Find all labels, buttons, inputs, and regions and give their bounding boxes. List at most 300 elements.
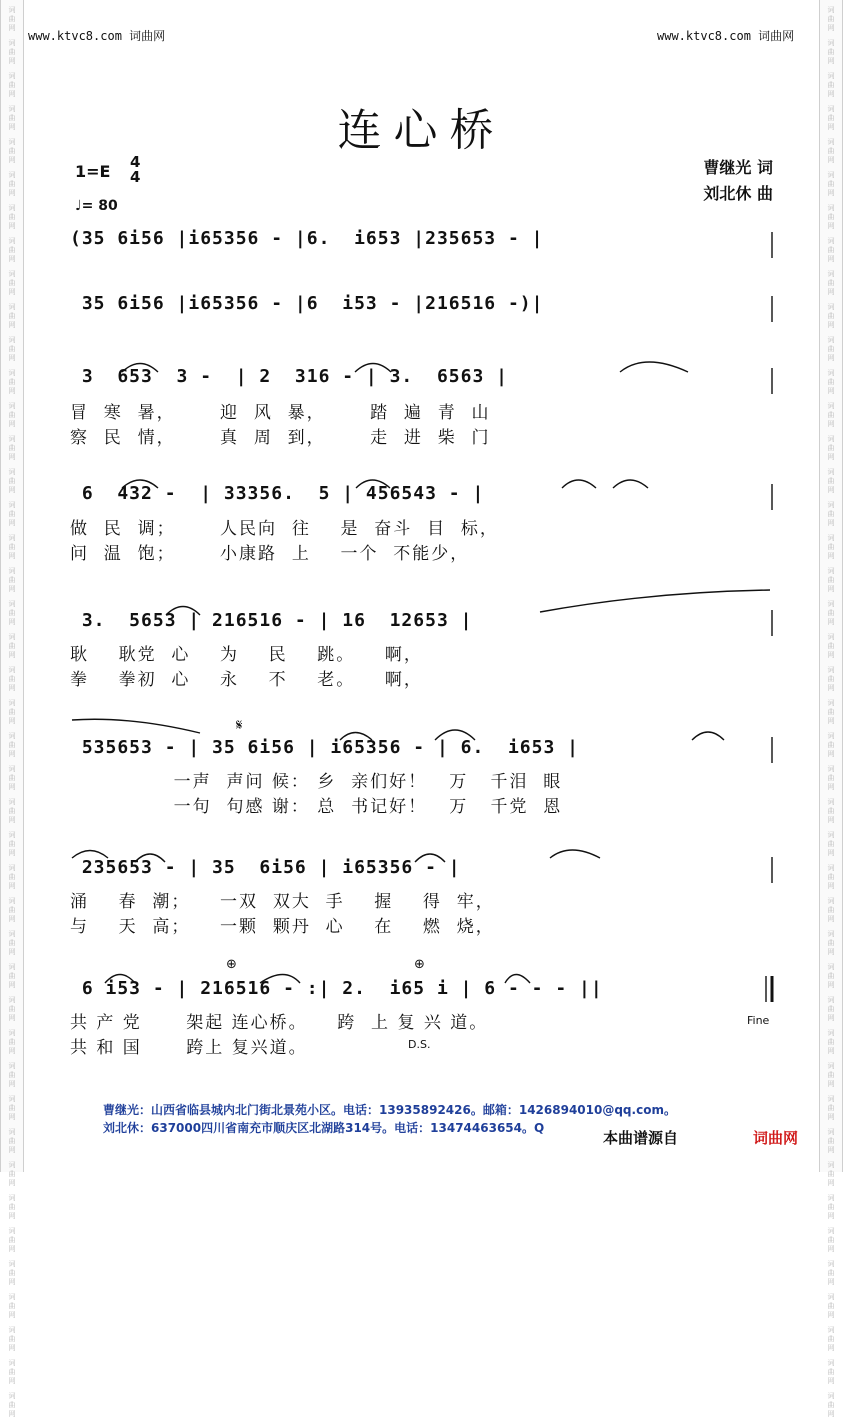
watermark-glyph: 网: [827, 750, 835, 758]
watermark-glyph: 词: [8, 39, 16, 47]
watermark-glyph: 网: [8, 453, 16, 461]
watermark-glyph: 网: [827, 552, 835, 560]
lyric-row-7-verse-1: 涌 春 潮； 一双 双大 手 握 得 牢，: [70, 892, 495, 912]
watermark-glyph: 网: [827, 57, 835, 65]
watermark-glyph: 曲: [8, 246, 16, 254]
watermark-glyph: 词: [8, 600, 16, 608]
coda-sign-icon-2: ⊕: [414, 957, 425, 972]
watermark-glyph: 网: [827, 1377, 835, 1385]
watermark-glyph: 曲: [827, 345, 835, 353]
watermark-glyph: 网: [827, 981, 835, 989]
watermark-glyph: 词: [827, 138, 835, 146]
watermark-glyph: 网: [8, 90, 16, 98]
fine-marking: Fine: [747, 1014, 770, 1027]
score-row-6-notes: 535653 - | 35 6i56 | i65356 - | 6. i653 |: [70, 737, 579, 758]
watermark-glyph: 曲: [8, 576, 16, 584]
watermark-glyph: 网: [827, 453, 835, 461]
watermark-glyph: 曲: [827, 444, 835, 452]
watermark-glyph: 词: [827, 699, 835, 707]
watermark-glyph: 曲: [8, 312, 16, 320]
watermark-glyph: 曲: [8, 411, 16, 419]
watermark-glyph: 词: [827, 1194, 835, 1202]
watermark-glyph: 网: [827, 915, 835, 923]
watermark-glyph: 曲: [827, 609, 835, 617]
watermark-glyph: 曲: [827, 972, 835, 980]
score-row-3-notes: 3 653 3 - | 2 316 - | 3. 6563 |: [70, 366, 508, 387]
watermark-glyph: 词: [827, 798, 835, 806]
watermark-glyph: 网: [8, 519, 16, 527]
watermark-glyph: 网: [8, 1344, 16, 1352]
watermark-glyph: 曲: [827, 114, 835, 122]
watermark-glyph: 词: [827, 864, 835, 872]
watermark-glyph: 曲: [827, 774, 835, 782]
watermark-glyph: 网: [827, 1278, 835, 1286]
watermark-glyph: 曲: [8, 1302, 16, 1310]
watermark-glyph: 词: [8, 567, 16, 575]
watermark-glyph: 词: [8, 963, 16, 971]
watermark-glyph: 曲: [827, 543, 835, 551]
watermark-glyph: 网: [8, 123, 16, 131]
watermark-glyph: 曲: [8, 1236, 16, 1244]
watermark-glyph: 词: [8, 798, 16, 806]
tempo-marking: ♩= 80: [75, 198, 118, 214]
watermark-glyph: 词: [8, 270, 16, 278]
watermark-glyph: 词: [8, 369, 16, 377]
watermark-glyph: 曲: [8, 1038, 16, 1046]
watermark-glyph: 词: [827, 930, 835, 938]
watermark-glyph: 词: [8, 435, 16, 443]
watermark-glyph: 曲: [8, 48, 16, 56]
watermark-glyph: 曲: [827, 906, 835, 914]
watermark-glyph: 词: [8, 138, 16, 146]
watermark-glyph: 网: [827, 882, 835, 890]
watermark-glyph: 词: [827, 534, 835, 542]
watermark-glyph: 网: [8, 156, 16, 164]
watermark-glyph: 网: [827, 717, 835, 725]
watermark-glyph: 曲: [827, 246, 835, 254]
watermark-glyph: 网: [827, 288, 835, 296]
watermark-glyph: 词: [827, 6, 835, 14]
watermark-glyph: 词: [8, 633, 16, 641]
watermark-glyph: 网: [827, 816, 835, 824]
watermark-glyph: 曲: [827, 15, 835, 23]
watermark-glyph: 网: [8, 1377, 16, 1385]
watermark-glyph: 网: [8, 849, 16, 857]
tie-arc: [72, 719, 200, 733]
watermark-glyph: 曲: [827, 180, 835, 188]
score-row-7-notes: 235653 - | 35 6i56 | i65356 - |: [70, 857, 461, 878]
score-row-8-notes: 6 i53 - | 216516 - :| 2. i65 i | 6 - - - ||: [70, 978, 603, 999]
tie-arc: [613, 480, 648, 488]
watermark-glyph: 网: [827, 684, 835, 692]
watermark-glyph: 曲: [8, 972, 16, 980]
watermark-glyph: 网: [8, 915, 16, 923]
watermark-glyph: 词: [8, 897, 16, 905]
watermark-glyph: 网: [827, 486, 835, 494]
watermark-glyph: 曲: [827, 312, 835, 320]
watermark-glyph: 网: [8, 1080, 16, 1088]
watermark-glyph: 曲: [8, 81, 16, 89]
watermark-glyph: 曲: [8, 477, 16, 485]
watermark-glyph: 词: [8, 930, 16, 938]
credits: [703, 155, 773, 207]
watermark-glyph: 曲: [827, 1335, 835, 1343]
left-watermark-strip: [0, 0, 24, 1418]
watermark-glyph: 网: [827, 1344, 835, 1352]
watermark-glyph: 网: [827, 1311, 835, 1319]
lyric-row-3-verse-1: 冒 寒 暑， 迎 风 暴， 踏 遍 青 山: [70, 403, 491, 423]
watermark-glyph: 曲: [827, 279, 835, 287]
watermark-glyph: 曲: [8, 939, 16, 947]
watermark-glyph: 词: [8, 1128, 16, 1136]
watermark-glyph: 网: [8, 750, 16, 758]
watermark-glyph: 网: [827, 1245, 835, 1253]
key-signature: 1=E: [75, 162, 111, 181]
score-row-4-notes: 6 432 - | 33356. 5 | 456543 - |: [70, 483, 485, 504]
watermark-glyph: 网: [8, 321, 16, 329]
watermark-glyph: 网: [8, 57, 16, 65]
watermark-glyph: 词: [8, 1227, 16, 1235]
watermark-glyph: 曲: [827, 840, 835, 848]
watermark-glyph: 曲: [827, 81, 835, 89]
watermark-glyph: 词: [8, 237, 16, 245]
watermark-glyph: 词: [8, 1095, 16, 1103]
lyric-row-8-verse-1: 共 产 党 架起 连心桥。 跨 上 复 兴 道。: [70, 1013, 489, 1033]
lyric-row-8-verse-2: 共 和 国 跨上 复兴道。: [70, 1038, 308, 1058]
watermark-glyph: 网: [8, 354, 16, 362]
watermark-glyph: 网: [8, 1278, 16, 1286]
watermark-glyph: 词: [827, 633, 835, 641]
watermark-glyph: 词: [827, 1260, 835, 1268]
watermark-glyph: 词: [8, 72, 16, 80]
watermark-glyph: 曲: [8, 609, 16, 617]
watermark-glyph: 曲: [8, 642, 16, 650]
source-label: 本曲谱源自: [603, 1129, 679, 1147]
watermark-glyph: 曲: [827, 675, 835, 683]
watermark-glyph: 词: [8, 1392, 16, 1400]
watermark-glyph: 曲: [827, 411, 835, 419]
lyric-row-4-verse-2: 问 温 饱； 小康路 上 一个 不能少，: [70, 544, 470, 564]
watermark-glyph: 网: [827, 519, 835, 527]
watermark-glyph: 网: [8, 255, 16, 263]
watermark-glyph: 曲: [8, 1104, 16, 1112]
watermark-glyph: 曲: [8, 147, 16, 155]
watermark-glyph: 曲: [827, 1104, 835, 1112]
watermark-glyph: 词: [8, 534, 16, 542]
watermark-glyph: 网: [8, 387, 16, 395]
watermark-glyph: 词: [8, 732, 16, 740]
tie-arc: [692, 732, 724, 740]
watermark-glyph: 网: [8, 1179, 16, 1187]
watermark-glyph: 词: [827, 369, 835, 377]
watermark-glyph: 词: [8, 204, 16, 212]
watermark-glyph: 曲: [8, 1203, 16, 1211]
watermark-glyph: 网: [8, 486, 16, 494]
watermark-glyph: 网: [8, 882, 16, 890]
tie-arc: [550, 850, 600, 858]
lyric-row-6-verse-2: 一句 句感 谢： 总 书记好！ 万 千党 恩: [70, 797, 563, 817]
watermark-glyph: 曲: [827, 477, 835, 485]
watermark-glyph: 曲: [827, 1137, 835, 1145]
watermark-glyph: 词: [8, 831, 16, 839]
watermark-glyph: 词: [827, 171, 835, 179]
watermark-glyph: 词: [827, 336, 835, 344]
watermark-glyph: 曲: [827, 1269, 835, 1277]
watermark-glyph: 词: [827, 996, 835, 1004]
watermark-glyph: 词: [827, 765, 835, 773]
score-row-1-notes: (35 6i56 |i65356 - |6. i653 |235653 - |: [70, 228, 544, 249]
watermark-glyph: 网: [827, 189, 835, 197]
watermark-glyph: 网: [8, 585, 16, 593]
watermark-glyph: 网: [827, 387, 835, 395]
watermark-glyph: 曲: [827, 642, 835, 650]
watermark-glyph: 曲: [827, 1071, 835, 1079]
watermark-glyph: 曲: [8, 741, 16, 749]
watermark-glyph: 曲: [827, 1368, 835, 1376]
watermark-glyph: 网: [8, 1410, 16, 1418]
watermark-glyph: 词: [827, 666, 835, 674]
watermark-glyph: 网: [827, 1212, 835, 1220]
tie-arc: [620, 362, 688, 372]
watermark-glyph: 曲: [827, 576, 835, 584]
watermark-glyph: 网: [8, 1311, 16, 1319]
watermark-glyph: 网: [8, 420, 16, 428]
watermark-glyph: 曲: [827, 1170, 835, 1178]
watermark-glyph: 词: [827, 72, 835, 80]
watermark-glyph: 词: [827, 270, 835, 278]
watermark-glyph: 网: [827, 354, 835, 362]
watermark-glyph: 词: [8, 666, 16, 674]
watermark-glyph: 曲: [8, 1137, 16, 1145]
watermark-glyph: 词: [8, 864, 16, 872]
meter-top: 4: [130, 153, 141, 171]
watermark-glyph: 曲: [827, 741, 835, 749]
score-row-5-notes: 3. 5653 | 216516 - | 16 12653 |: [70, 610, 473, 631]
watermark-glyph: 曲: [8, 1401, 16, 1409]
watermark-glyph: 曲: [8, 543, 16, 551]
watermark-glyph: 曲: [827, 147, 835, 155]
watermark-glyph: 词: [8, 1260, 16, 1268]
watermark-glyph: 网: [827, 849, 835, 857]
watermark-glyph: 网: [827, 1047, 835, 1055]
watermark-glyph: 词: [827, 831, 835, 839]
watermark-glyph: 网: [827, 321, 835, 329]
watermark-glyph: 曲: [8, 345, 16, 353]
watermark-glyph: 词: [8, 468, 16, 476]
watermark-glyph: 词: [8, 501, 16, 509]
watermark-glyph: 网: [827, 651, 835, 659]
watermark-glyph: 词: [827, 897, 835, 905]
watermark-glyph: 词: [8, 699, 16, 707]
watermark-glyph: 网: [827, 255, 835, 263]
watermark-glyph: 网: [827, 222, 835, 230]
watermark-glyph: 网: [8, 288, 16, 296]
watermark-glyph: 词: [8, 105, 16, 113]
segno-sign-icon: 𝄋: [236, 716, 243, 734]
watermark-glyph: 词: [8, 1062, 16, 1070]
lyric-row-3-verse-2: 察 民 情， 真 周 到， 走 进 柴 门: [70, 428, 491, 448]
watermark-glyph: 网: [8, 618, 16, 626]
watermark-glyph: 网: [827, 123, 835, 131]
watermark-glyph: 词: [8, 6, 16, 14]
watermark-glyph: 词: [8, 996, 16, 1004]
watermark-glyph: 曲: [8, 774, 16, 782]
tie-arc: [562, 480, 596, 488]
watermark-glyph: 网: [827, 618, 835, 626]
watermark-glyph: 词: [827, 1293, 835, 1301]
watermark-glyph: 词: [827, 1095, 835, 1103]
meter-bottom: 4: [130, 168, 141, 186]
watermark-glyph: 曲: [827, 1302, 835, 1310]
site-url-left[interactable]: www.ktvc8.com 词曲网: [28, 29, 166, 43]
watermark-glyph: 曲: [8, 510, 16, 518]
watermark-glyph: 网: [8, 783, 16, 791]
tie-arc: [540, 590, 770, 612]
watermark-glyph: 曲: [8, 444, 16, 452]
brand-logo[interactable]: 词曲网: [753, 1129, 799, 1147]
watermark-glyph: 曲: [8, 873, 16, 881]
watermark-glyph: 词: [827, 237, 835, 245]
watermark-glyph: 网: [8, 948, 16, 956]
song-title: 连心桥: [337, 105, 506, 156]
watermark-glyph: 网: [8, 1212, 16, 1220]
watermark-glyph: 曲: [8, 1071, 16, 1079]
watermark-glyph: 词: [8, 1029, 16, 1037]
watermark-glyph: 词: [827, 105, 835, 113]
lyricist: 曹继光 词: [703, 158, 773, 177]
watermark-glyph: 词: [8, 1194, 16, 1202]
watermark-glyph: 曲: [8, 180, 16, 188]
watermark-glyph: 曲: [8, 1368, 16, 1376]
watermark-glyph: 词: [827, 732, 835, 740]
composer: 刘北休 曲: [703, 184, 773, 203]
lyric-row-6-verse-1: 一声 声问 候： 乡 亲们好！ 万 千泪 眼: [70, 772, 563, 792]
watermark-glyph: 曲: [827, 807, 835, 815]
watermark-glyph: 词: [827, 468, 835, 476]
footer-lyricist-contact: 曹继光：山西省临县城内北门街北景苑小区。电话：13935892426。邮箱：1426894010@qq.com。: [103, 1103, 676, 1117]
watermark-glyph: 曲: [827, 378, 835, 386]
watermark-glyph: 网: [827, 783, 835, 791]
watermark-glyph: 网: [8, 552, 16, 560]
watermark-glyph: 词: [8, 336, 16, 344]
watermark-glyph: 曲: [8, 675, 16, 683]
watermark-glyph: 词: [8, 402, 16, 410]
watermark-glyph: 曲: [827, 510, 835, 518]
watermark-glyph: 曲: [8, 15, 16, 23]
watermark-glyph: 曲: [827, 1203, 835, 1211]
watermark-glyph: 曲: [827, 48, 835, 56]
watermark-glyph: 网: [827, 1179, 835, 1187]
watermark-glyph: 网: [8, 1146, 16, 1154]
lyric-row-4-verse-1: 做 民 调； 人民向 往 是 奋斗 目 标，: [70, 519, 499, 539]
site-url-right[interactable]: www.ktvc8.com 词曲网: [657, 29, 795, 43]
watermark-glyph: 词: [827, 435, 835, 443]
watermark-glyph: 词: [827, 501, 835, 509]
ds-marking: D.S.: [408, 1038, 431, 1051]
watermark-glyph: 网: [827, 585, 835, 593]
watermark-glyph: 网: [827, 90, 835, 98]
watermark-glyph: 词: [827, 600, 835, 608]
watermark-glyph: 曲: [8, 213, 16, 221]
time-signature: [130, 155, 140, 185]
watermark-glyph: 网: [8, 684, 16, 692]
watermark-glyph: 曲: [8, 906, 16, 914]
watermark-glyph: 网: [827, 948, 835, 956]
watermark-glyph: 曲: [827, 1236, 835, 1244]
watermark-glyph: 曲: [8, 1005, 16, 1013]
watermark-glyph: 网: [8, 981, 16, 989]
watermark-glyph: 词: [827, 1161, 835, 1169]
watermark-glyph: 网: [827, 24, 835, 32]
watermark-glyph: 曲: [8, 1269, 16, 1277]
watermark-glyph: 词: [827, 1029, 835, 1037]
watermark-glyph: 网: [827, 420, 835, 428]
watermark-glyph: 曲: [8, 1335, 16, 1343]
watermark-glyph: 网: [8, 1113, 16, 1121]
watermark-glyph: 曲: [8, 378, 16, 386]
watermark-glyph: 曲: [827, 213, 835, 221]
watermark-glyph: 网: [827, 1080, 835, 1088]
watermark-glyph: 网: [8, 222, 16, 230]
watermark-glyph: 网: [8, 816, 16, 824]
watermark-glyph: 词: [827, 303, 835, 311]
watermark-glyph: 词: [8, 1326, 16, 1334]
watermark-glyph: 网: [8, 24, 16, 32]
right-watermark-strip: [819, 0, 843, 1418]
lyric-row-5-verse-1: 耿 耿党 心 为 民 跳。 啊，: [70, 645, 423, 665]
watermark-glyph: 曲: [827, 708, 835, 716]
watermark-glyph: 词: [827, 963, 835, 971]
watermark-glyph: 曲: [8, 840, 16, 848]
watermark-glyph: 曲: [8, 1170, 16, 1178]
watermark-glyph: 网: [827, 1410, 835, 1418]
watermark-glyph: 词: [827, 567, 835, 575]
coda-sign-icon: ⊕: [226, 957, 237, 972]
watermark-glyph: 曲: [827, 1005, 835, 1013]
watermark-glyph: 词: [8, 171, 16, 179]
watermark-glyph: 网: [827, 156, 835, 164]
watermark-glyph: 词: [8, 1293, 16, 1301]
watermark-glyph: 词: [827, 1326, 835, 1334]
watermark-glyph: 词: [8, 1359, 16, 1367]
watermark-glyph: 词: [8, 1161, 16, 1169]
footer-composer-contact: 刘北休：637000四川省南充市顺庆区北湖路314号。电话：13474463654。Q: [103, 1121, 545, 1135]
watermark-glyph: 网: [8, 717, 16, 725]
watermark-glyph: 网: [827, 1146, 835, 1154]
watermark-glyph: 曲: [8, 807, 16, 815]
watermark-glyph: 词: [8, 303, 16, 311]
watermark-glyph: 曲: [827, 1401, 835, 1409]
watermark-glyph: 网: [827, 1113, 835, 1121]
watermark-glyph: 曲: [827, 1038, 835, 1046]
watermark-glyph: 词: [827, 39, 835, 47]
watermark-glyph: 词: [827, 1359, 835, 1367]
watermark-glyph: 网: [8, 1245, 16, 1253]
watermark-glyph: 词: [827, 1227, 835, 1235]
watermark-glyph: 词: [827, 1128, 835, 1136]
watermark-glyph: 曲: [8, 279, 16, 287]
lyric-row-5-verse-2: 拳 拳初 心 永 不 老。 啊，: [70, 670, 423, 690]
watermark-glyph: 词: [827, 402, 835, 410]
watermark-glyph: 词: [827, 1062, 835, 1070]
watermark-glyph: 网: [8, 1014, 16, 1022]
watermark-glyph: 曲: [827, 873, 835, 881]
watermark-glyph: 词: [827, 1392, 835, 1400]
watermark-glyph: 网: [8, 1047, 16, 1055]
watermark-glyph: 词: [827, 204, 835, 212]
score-row-2-notes: 35 6i56 |i65356 - |6 i53 - |216516 -)|: [70, 293, 544, 314]
lyric-row-7-verse-2: 与 天 高； 一颗 颗丹 心 在 燃 烧，: [70, 917, 495, 937]
